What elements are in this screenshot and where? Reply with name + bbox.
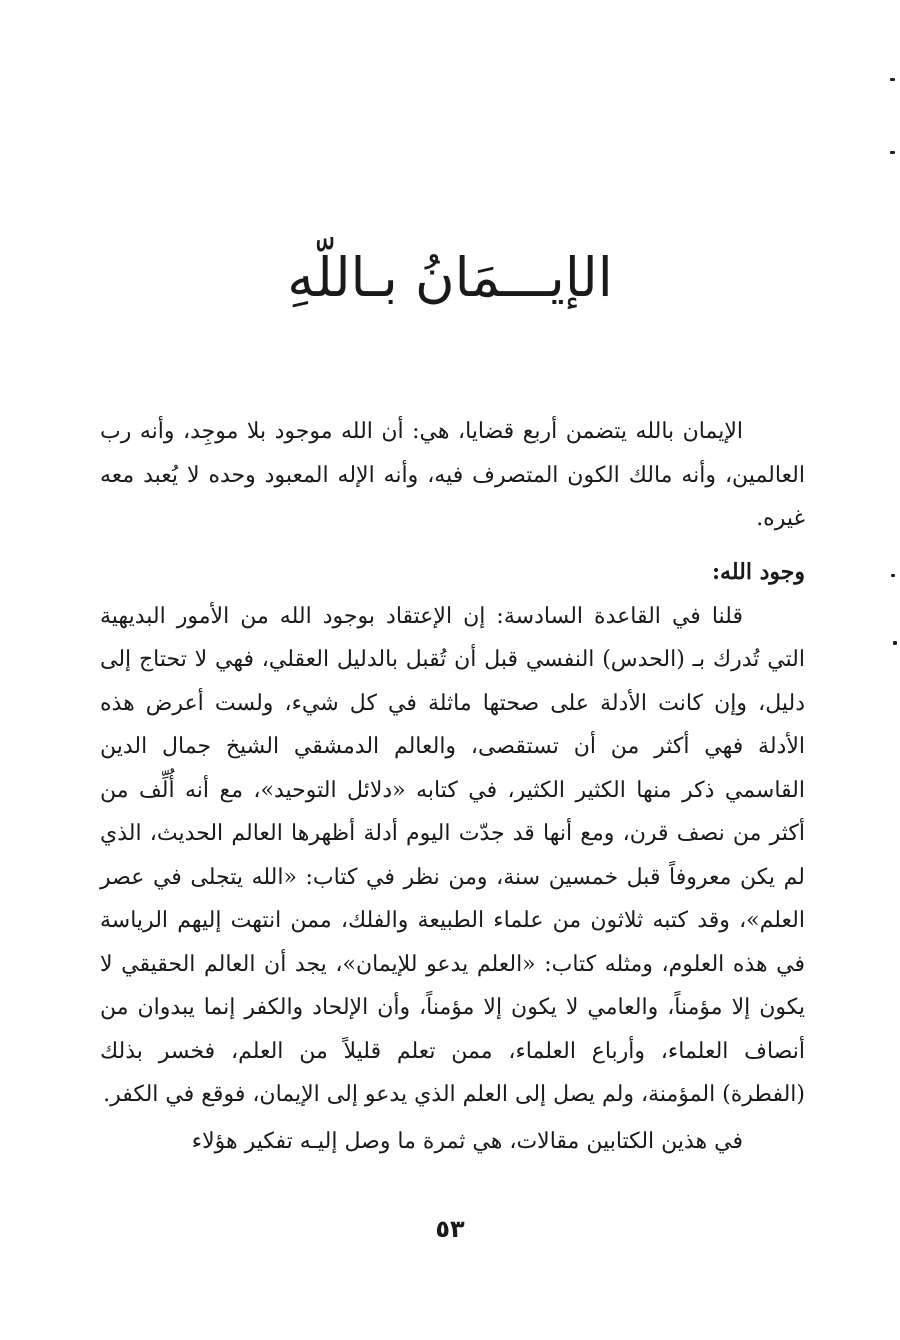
chapter-title: الإيـــمَانُ بـاللّهِ (287, 246, 613, 309)
margin-mark (890, 151, 895, 154)
last-paragraph: في هذين الكتابين مقالات، هي ثمرة ما وصل إليـه تفكير هؤلاء (191, 1128, 743, 1154)
margin-mark (891, 574, 895, 577)
body-paragraph: قلنا في القاعدة السادسة: إن الإعتقاد بوجود الله من الأمور البديهية التي تُدرك بـ (الحدس) النفسي قبل أن تُقبل بالدليل العقلي، فهي لا تحتاج إلى دليل، وإن كانت الأدلة على صحتها ماثلة في كل شيء، ولست أعرض هذه الأدلة فهي أكثر من أن تستقصى، والعالم الدمشقي الشيخ جمال الدين القاسمي ذكر منها الكثير الكثير، في كتابه «دلائل التوحيد»، مع أنه أُلِّف من أكثر من نصف قرن، ومع أنها قد جدّت اليوم أدلة أظهرها العالم الحديث، الذي لم يكن معروفاً قبل خمسين سنة، ومن نظر في كتاب: «الله يتجلى في عصر العلم»، وقد كتبه ثلاثون من علماء الطبيعة والفلك، ممن انتهت إليهم الرياسة في هذه العلوم، ومثله كتاب: «العلم يدعو للإيمان»، يجد أن العالم الحقيقي لا يكون إلا مؤمناً، والعامي لا يكون إلا مؤمناً، وأن الإلحاد والكفر إنما يبدوان من أنصاف العلماء، وأرباع العلماء، ممن تعلم قليلاً من العلم، فخسر بذلك (الفطرة) المؤمنة، ولم يصل إلى العلم الذي يدعو إلى الإيمان، فوقع في الكفر. (100, 603, 805, 1107)
intro-paragraph: الإيمان بالله يتضمن أربع قضايا، هي: أن الله موجود بلا موجِد، وأنه رب العالمين، وأنه مالك الكون المتصرف فيه، وأنه الإله المعبود وحده لا يُعبد معه غيره. (100, 419, 805, 531)
section-heading: وجود الله: (711, 558, 805, 585)
page-number: ٥٣ (435, 1215, 465, 1243)
margin-mark (893, 641, 897, 645)
margin-mark (890, 78, 895, 81)
page-content (100, 410, 805, 1163)
